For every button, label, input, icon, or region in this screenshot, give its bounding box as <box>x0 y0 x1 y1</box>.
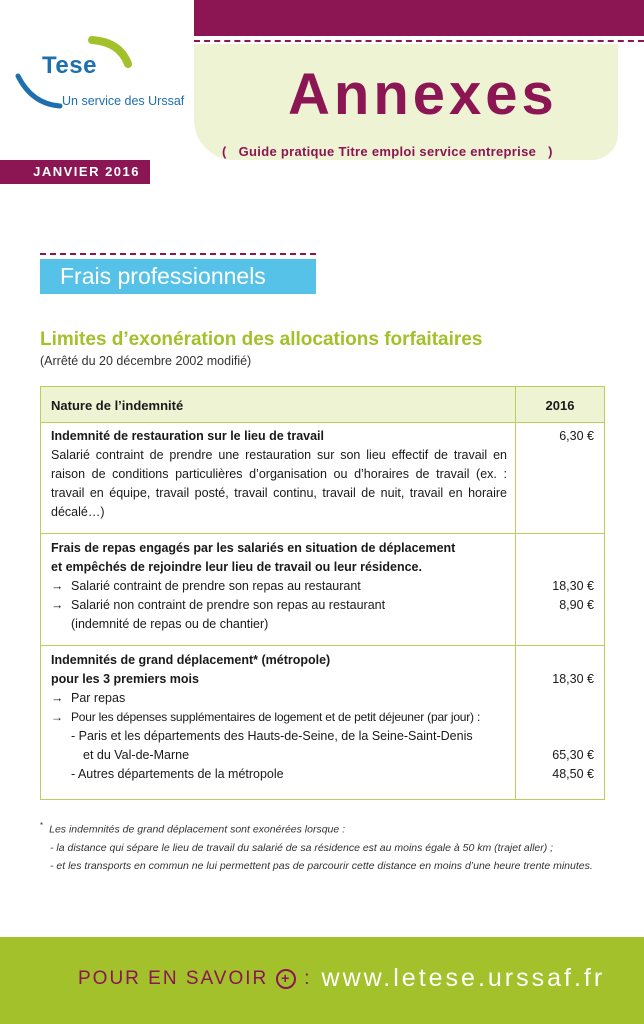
arrow-right-icon: → <box>51 579 64 593</box>
arrow-right-icon: → <box>51 710 63 724</box>
plus-circle-icon: + <box>276 969 296 989</box>
row-title-line1: Frais de repas engagés par les salariés en situation de déplacement <box>51 541 456 555</box>
sub-item-continuation: et du Val-de-Marne <box>83 748 190 762</box>
footer-label: POUR EN SAVOIR <box>78 967 269 989</box>
row-value: 48,50 € <box>552 767 594 781</box>
date-badge: JANVIER 2016 <box>0 160 150 184</box>
list-item: → Par repas <box>51 689 507 708</box>
row-value: 65,30 € <box>552 748 594 762</box>
list-item: → Salarié contraint de prendre son repas au restaurant <box>51 577 507 596</box>
section-heading: Limites d’exonération des allocations forfaitaires <box>40 329 483 350</box>
footer-text <box>78 964 605 993</box>
allowance-table <box>40 386 605 800</box>
row-description <box>51 427 507 522</box>
page-subtitle <box>222 144 553 159</box>
section-subheading: (Arrêté du 20 décembre 2002 modifié) <box>40 354 252 368</box>
table-row <box>41 646 604 799</box>
row-title-line1: Indemnités de grand déplacement* (métropole) <box>51 653 331 667</box>
logo-tagline: Un service des Urssaf <box>62 94 185 108</box>
row-value: 8,90 € <box>559 598 594 612</box>
row-description <box>51 651 507 784</box>
header-year: 2016 <box>545 398 575 413</box>
row-value: 18,30 € <box>552 672 594 686</box>
logo-area <box>0 0 194 160</box>
section-title: Frais professionnels <box>40 259 316 294</box>
list-item: → Pour les dépenses supplémentaires de logement et de petit déjeuner (par jour) : <box>51 708 507 727</box>
subtitle-close-paren: ) <box>548 144 553 159</box>
list-item: → Salarié non contraint de prendre son repas au restaurant <box>51 596 507 615</box>
section-divider <box>40 253 316 255</box>
footnote-item: - et les transports en commun ne lui permettent pas de parcourir cette distance en moins d’une heure trente minutes. <box>50 859 593 872</box>
row-text: Salarié contraint de prendre une restauration sur son lieu effectif de travail en raison de conditions particulières d’organisation ou d’horaires de travail (ex. : travail en équipe, travail posté, travail continu, travail de nuit, travail en horaire décalé…) <box>51 448 507 519</box>
row-title-line2: pour les 3 premiers mois <box>51 672 199 686</box>
footer-banner <box>0 937 644 1024</box>
header-divider <box>194 40 644 42</box>
website-link[interactable]: www.letese.urssaf.fr <box>321 964 606 992</box>
row-value: 6,30 € <box>559 429 594 443</box>
row-value: 18,30 € <box>552 579 594 593</box>
logo-name: Tese <box>42 52 97 79</box>
row-title-line2: et empêchés de rejoindre leur lieu de travail ou leur résidence. <box>51 560 422 574</box>
arrow-right-icon: → <box>51 598 64 612</box>
footnote-intro: * Les indemnités de grand déplacement sont exonérées lorsque : <box>40 821 346 836</box>
header-nature: Nature de l’indemnité <box>51 398 184 413</box>
footnote-item: - la distance qui sépare le lieu de travail du salarié de sa résidence est au moins égale à 50 km (trajet aller) ; <box>50 841 554 854</box>
footnote <box>40 818 605 877</box>
table-row <box>41 423 604 534</box>
list-item-continuation: (indemnité de repas ou de chantier) <box>71 617 269 631</box>
row-title: Indemnité de restauration sur le lieu de travail <box>51 429 324 443</box>
sub-item: - Paris et les départements des Hauts-de-Seine, de la Seine-Saint-Denis <box>71 729 473 743</box>
table-header <box>41 387 604 423</box>
row-description <box>51 539 507 634</box>
footer-colon: : <box>304 967 312 989</box>
subtitle-open-paren: ( <box>222 144 227 159</box>
top-bar <box>194 0 644 36</box>
table-row <box>41 534 604 646</box>
footnote-star: * <box>40 821 44 830</box>
subtitle-text: Guide pratique Titre emploi service entreprise <box>238 144 537 159</box>
page-title: Annexes <box>288 62 558 127</box>
sub-item: - Autres départements de la métropole <box>71 767 284 781</box>
arrow-right-icon: → <box>51 691 64 705</box>
